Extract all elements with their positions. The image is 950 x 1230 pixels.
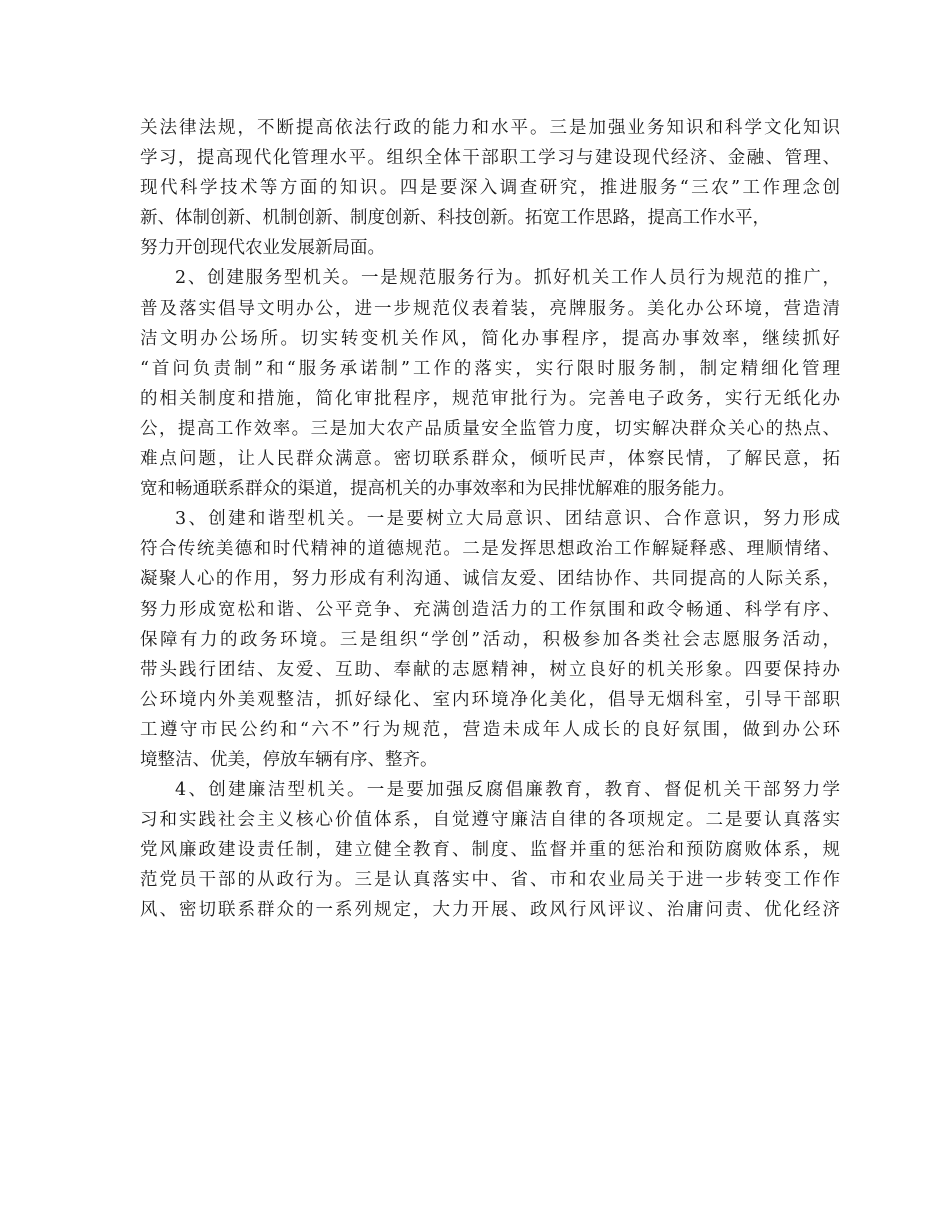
text-line: 境整洁、优美，停放车辆有序、整齐。 (140, 749, 438, 770)
text-line: “首问负责制”和“服务承诺制”工作的落实，实行限时服务制，制定精细化管理 (140, 358, 840, 379)
text-line: 公环境内外美观整洁，抓好绿化、室内环境净化美化，倡导无烟科室，引导干部职 (140, 689, 840, 710)
text-line: 洁文明办公场所。切实转变机关作风，简化办事程序，提高办事效率，继续抓好 (140, 328, 840, 349)
text-line: 符合传统美德和时代精神的道德规范。二是发挥思想政治工作解疑释惑、理顺情绪、 (140, 539, 840, 560)
text-line: 关法律法规，不断提高依法行政的能力和水平。三是加强业务知识和科学文化知识 (140, 118, 840, 138)
text-line: 范党员干部的从政行为。三是认真落实中、省、市和农业局关于进一步转变工作作 (140, 870, 840, 891)
text-line: 新、体制创新、机制创新、制度创新、科技创新。拓宽工作思路，提高工作水平， (140, 208, 770, 229)
paragraph-first-line: 3、创建和谐型机关。一是要树立大局意识、团结意识、合作意识，努力形成 (175, 509, 840, 530)
text-line: 现代科学技术等方面的知识。四是要深入调查研究，推进服务“三农”工作理念创 (140, 178, 840, 199)
text-line: 努力开创现代农业发展新局面。 (140, 238, 385, 259)
text-line: 宽和畅通联系群众的渠道，提高机关的办事效率和为民排忧解难的服务能力。 (140, 479, 735, 500)
text-line: 习和实践社会主义核心价值体系，自觉遵守廉洁自律的各项规定。二是要认真落实 (140, 810, 840, 831)
text-line: 学习，提高现代化管理水平。组织全体干部职工学习与建设现代经济、金融、管理、 (140, 148, 840, 169)
text-line: 风、密切联系群众的一系列规定，大力开展、政风行风评议、治庸问责、优化经济 (140, 900, 840, 921)
text-line: 工遵守市民公约和“六不”行为规范，营造未成年人成长的良好氛围，做到办公环 (140, 719, 840, 740)
text-line: 凝聚人心的作用，努力形成有利沟通、诚信友爱、团结协作、共同提高的人际关系， (140, 569, 840, 590)
paragraph-first-line: 4、创建廉洁型机关。一是要加强反腐倡廉教育，教育、督促机关干部努力学 (175, 780, 840, 801)
paragraph-first-line: 2、创建服务型机关。一是规范服务行为。抓好机关工作人员行为规范的推广， (175, 268, 840, 289)
text-line: 党风廉政建设责任制，建立健全教育、制度、监督并重的惩治和预防腐败体系，规 (140, 840, 840, 861)
text-line: 普及落实倡导文明办公，进一步规范仪表着装，亮牌服务。美化办公环境，营造清 (140, 298, 840, 319)
text-line: 保障有力的政务环境。三是组织“学创”活动，积极参加各类社会志愿服务活动， (140, 629, 840, 650)
text-line: 带头践行团结、友爱、互助、奉献的志愿精神，树立良好的机关形象。四要保持办 (140, 659, 840, 680)
text-line: 公，提高工作效率。三是加大农产品质量安全监管力度，切实解决群众关心的热点、 (140, 418, 840, 439)
text-line: 难点问题，让人民群众满意。密切联系群众，倾听民声，体察民情，了解民意，拓 (140, 449, 840, 470)
text-line: 的相关制度和措施，简化审批程序，规范审批行为。完善电子政务，实行无纸化办 (140, 388, 840, 409)
text-line: 努力形成宽松和谐、公平竞争、充满创造活力的工作氛围和政令畅通、科学有序、 (140, 599, 840, 620)
document-body (140, 113, 840, 926)
